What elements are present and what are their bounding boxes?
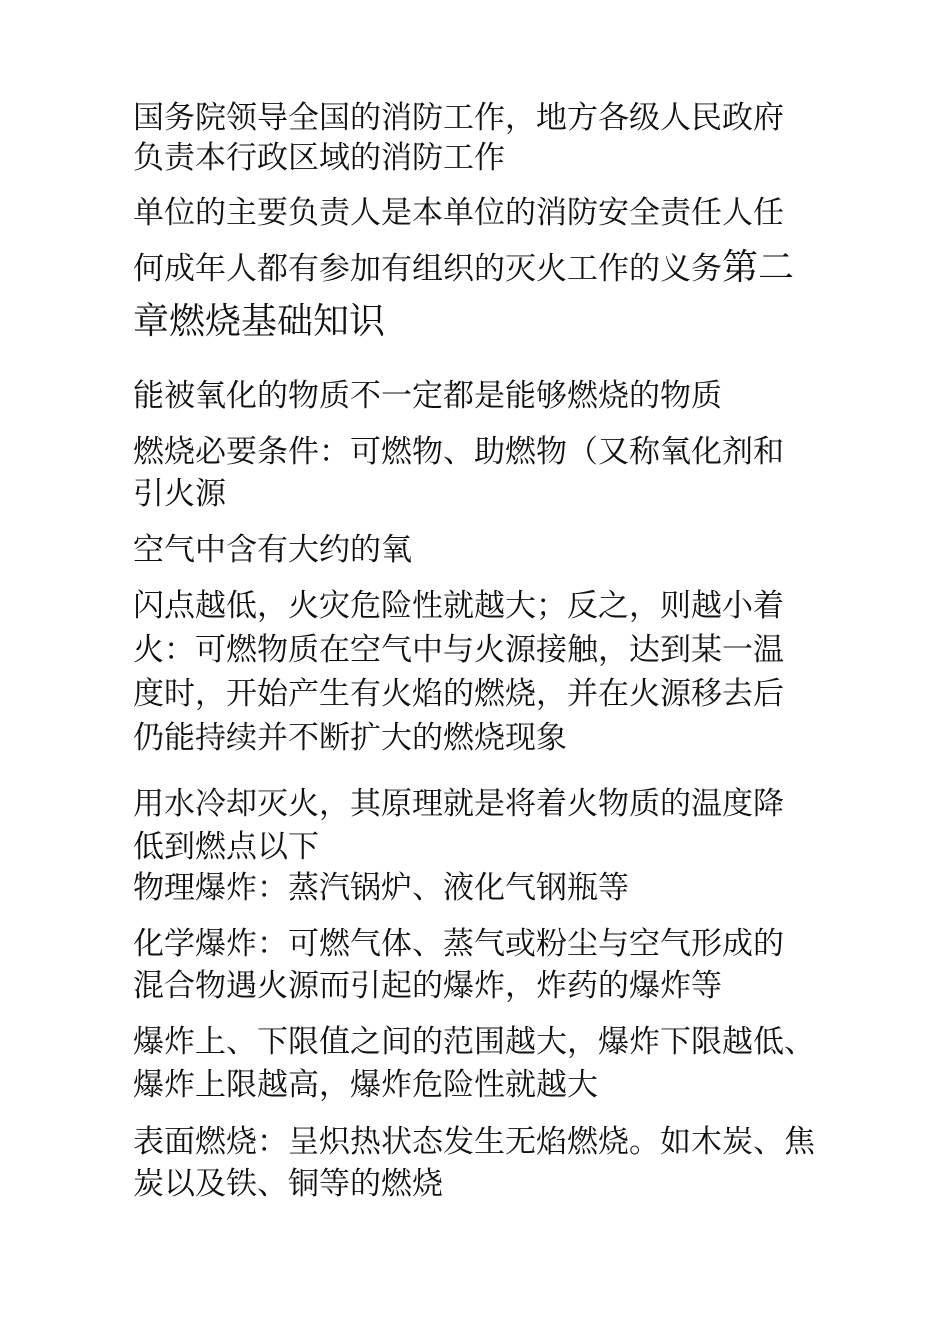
text-line-20: 爆炸上限越高，爆炸危险性就越大 [133, 1067, 598, 1103]
text-line-9: 空气中含有大约的氧 [133, 532, 412, 568]
text-line-22: 炭以及铁、铜等的燃烧 [133, 1166, 443, 1202]
text-line-17: 化学爆炸：可燃气体、蒸气或粉尘与空气形成的 [133, 926, 784, 962]
chapter-heading: 章燃烧基础知识 [133, 301, 386, 342]
text-line-21: 表面燃烧：呈炽热状态发生无焰燃烧。如木炭、焦 [133, 1124, 815, 1160]
text-line-4 [133, 246, 794, 291]
text-line-19: 爆炸上、下限值之间的范围越大，爆炸下限越低、 [133, 1024, 815, 1060]
text-line-1: 国务院领导全国的消防工作，地方各级人民政府 [133, 100, 784, 136]
text-line-16: 物理爆炸：蒸汽锅炉、液化气钢瓶等 [133, 870, 629, 906]
text-line-2: 负责本行政区域的消防工作 [133, 140, 505, 176]
text-line-8: 引火源 [133, 476, 226, 512]
text-line-4-body: 何成年人都有参加有组织的灭火工作的义务 [133, 251, 722, 287]
text-line-7: 燃烧必要条件：可燃物、助燃物（又称氧化剂和 [133, 434, 784, 470]
text-line-13: 仍能持续并不断扩大的燃烧现象 [133, 720, 567, 756]
text-line-18: 混合物遇火源而引起的爆炸，炸药的爆炸等 [133, 968, 722, 1004]
text-line-12: 度时，开始产生有火焰的燃烧，并在火源移去后 [133, 676, 784, 712]
chapter-heading-start: 第二 [722, 247, 795, 288]
text-line-3: 单位的主要负责人是本单位的消防安全责任人任 [133, 195, 784, 231]
text-line-15: 低到燃点以下 [133, 829, 319, 865]
text-line-11: 火：可燃物质在空气中与火源接触，达到某一温 [133, 632, 784, 668]
text-line-6: 能被氧化的物质不一定都是能够燃烧的物质 [133, 378, 722, 414]
text-line-10: 闪点越低，火灾危险性就越大；反之，则越小着 [133, 588, 784, 624]
text-line-14: 用水冷却灭火，其原理就是将着火物质的温度降 [133, 786, 784, 822]
